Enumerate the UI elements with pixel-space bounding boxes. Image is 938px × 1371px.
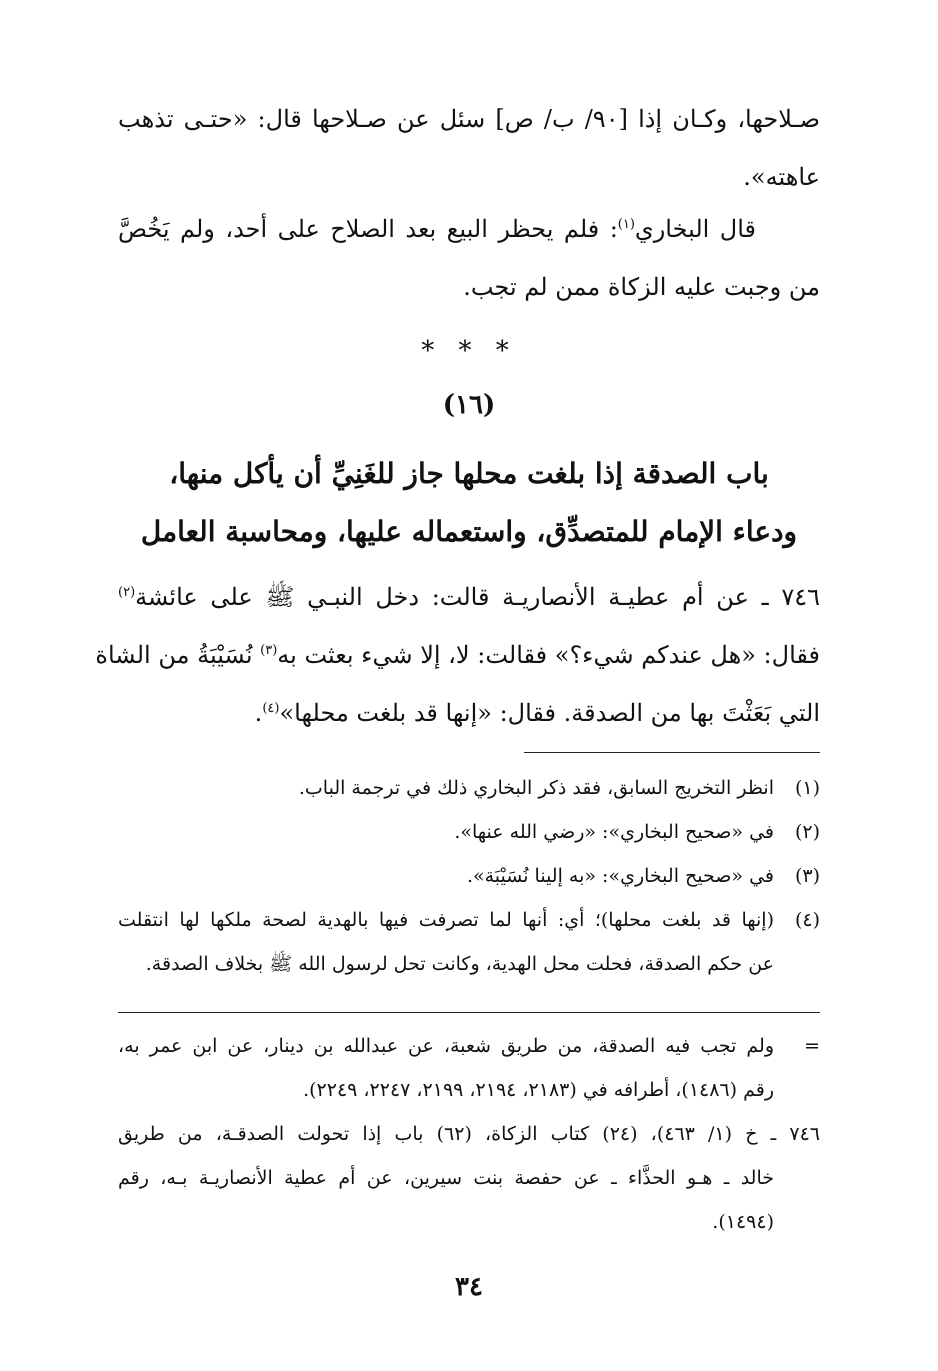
footnote-item — [118, 854, 820, 898]
footnote-text — [118, 766, 774, 810]
footnote-item — [118, 810, 820, 854]
footnotes — [118, 766, 820, 986]
footnote-ref[interactable]: (١) — [617, 217, 635, 232]
footnote-item — [118, 766, 820, 810]
text-run: قال البخاري — [634, 215, 756, 243]
chapter-title-line: ودعاء الإمام للمتصدِّق، واستعماله عليها، ومحاسبة العامل — [140, 515, 798, 548]
text-line — [118, 200, 820, 258]
footnote-line: عن حكم الصدقة، فحلت محل الهدية، وكانت تحل لرسول الله ﷺ بخلاف الصدقة. — [145, 953, 774, 975]
text-run: ٧٤٦ ـ عن أم عطيـة الأنصاريـة قالت: دخل النبـي ﷺ على عائشة — [135, 583, 820, 611]
footnote-text — [118, 810, 774, 854]
chapter-number: (١٦) — [442, 390, 496, 420]
tahrij-line: خالد ـ هـو الحذَّاء ـ عن حفصة بنت سيرين، عن أم عطية الأنصاريـة بـه، رقم — [118, 1167, 774, 1189]
chapter-title — [0, 445, 938, 561]
text-run: : فلم يحظر البيع بعد الصلاح على أحد، ولم يَخُصَّ — [118, 215, 618, 243]
tahrij-line: رقم (١٤٨٦)، أطرافه في (٢١٨٣، ٢١٩٤، ٢١٩٩، ٢٢٤٧، ٢٢٤٩). — [303, 1079, 774, 1101]
paragraph-bukhari-comment — [118, 200, 820, 316]
footnote-line: في «صحيح البخاري»: «به إلينا نُسَيْبَة». — [466, 865, 774, 887]
footnote-line: (إنها قد بلغت محلها)؛ أي: أنها لما تصرفت فيها بالهدية لصحة ملكها لها انتقلت — [118, 909, 774, 931]
footnote-text — [118, 854, 774, 898]
text-line: من وجبت عليه الزكاة ممن لم تجب. — [463, 273, 820, 301]
chapter-title-line: باب الصدقة إذا بلغت محلها جاز للغَنِيِّ أن يأكل منها، — [169, 457, 769, 490]
footnote-ref[interactable]: (٢) — [118, 585, 136, 600]
text-line: عاهته». — [743, 163, 820, 191]
footnote-ref[interactable]: (٤) — [262, 701, 280, 716]
page-number: ٣٤ — [455, 1272, 483, 1302]
text-run: . — [254, 699, 263, 727]
section-separator: * * * — [421, 336, 517, 366]
footnote-line: في «صحيح البخاري»: «رضي الله عنها». — [454, 821, 774, 843]
text-run: التي بَعَثْتَ بها من الصدقة. فقال: «إنها قد بلغت محلها» — [279, 699, 820, 727]
tahrij-notes — [118, 1024, 820, 1244]
footnote-divider — [524, 752, 820, 753]
tahrij-line: (١٤٩٤). — [712, 1211, 774, 1233]
footnote-number: (١) — [794, 777, 820, 799]
paragraph-continuation — [118, 90, 820, 206]
footnote-text — [118, 898, 774, 986]
tahrij-divider — [118, 1012, 820, 1013]
footnote-number: (٣) — [794, 865, 820, 887]
tahrij-line — [118, 1024, 820, 1068]
tahrij-line: ٧٤٦ ـ خ (١/ ٤٦٣)، (٢٤) كتاب الزكاة، (٦٢) باب إذا تحولت الصدقـة، من طريق — [118, 1123, 820, 1145]
text-run: ولم تجب فيه الصدقة، من طريق شعبة، عن عبدالله بن دينار، عن ابن عمر به، — [118, 1035, 774, 1057]
text-line: صـلاحها، وكـان إذا [٩٠/ ب/ ص] سئل عن صـلاحها قال: «حتـى تذهب — [118, 105, 821, 133]
text-line — [118, 684, 820, 742]
text-line — [118, 568, 820, 626]
text-run: فقال: «هل عندكم شيء؟» فقالت: لا، إلا شيء بعثت به — [277, 641, 820, 669]
footnote-ref[interactable]: (٣) — [260, 643, 278, 658]
footnote-line: انظر التخريج السابق، فقد ذكر البخاري ذلك في ترجمة الباب. — [298, 777, 774, 799]
footnote-number: (٤) — [794, 909, 820, 931]
footnote-item — [118, 898, 820, 986]
hadith-text — [95, 568, 820, 742]
text-run: نُسَيْبَةُ من الشاة — [95, 641, 261, 669]
footnote-number: (٢) — [794, 821, 820, 843]
continuation-marker: = — [804, 1035, 820, 1057]
text-line — [95, 626, 820, 684]
